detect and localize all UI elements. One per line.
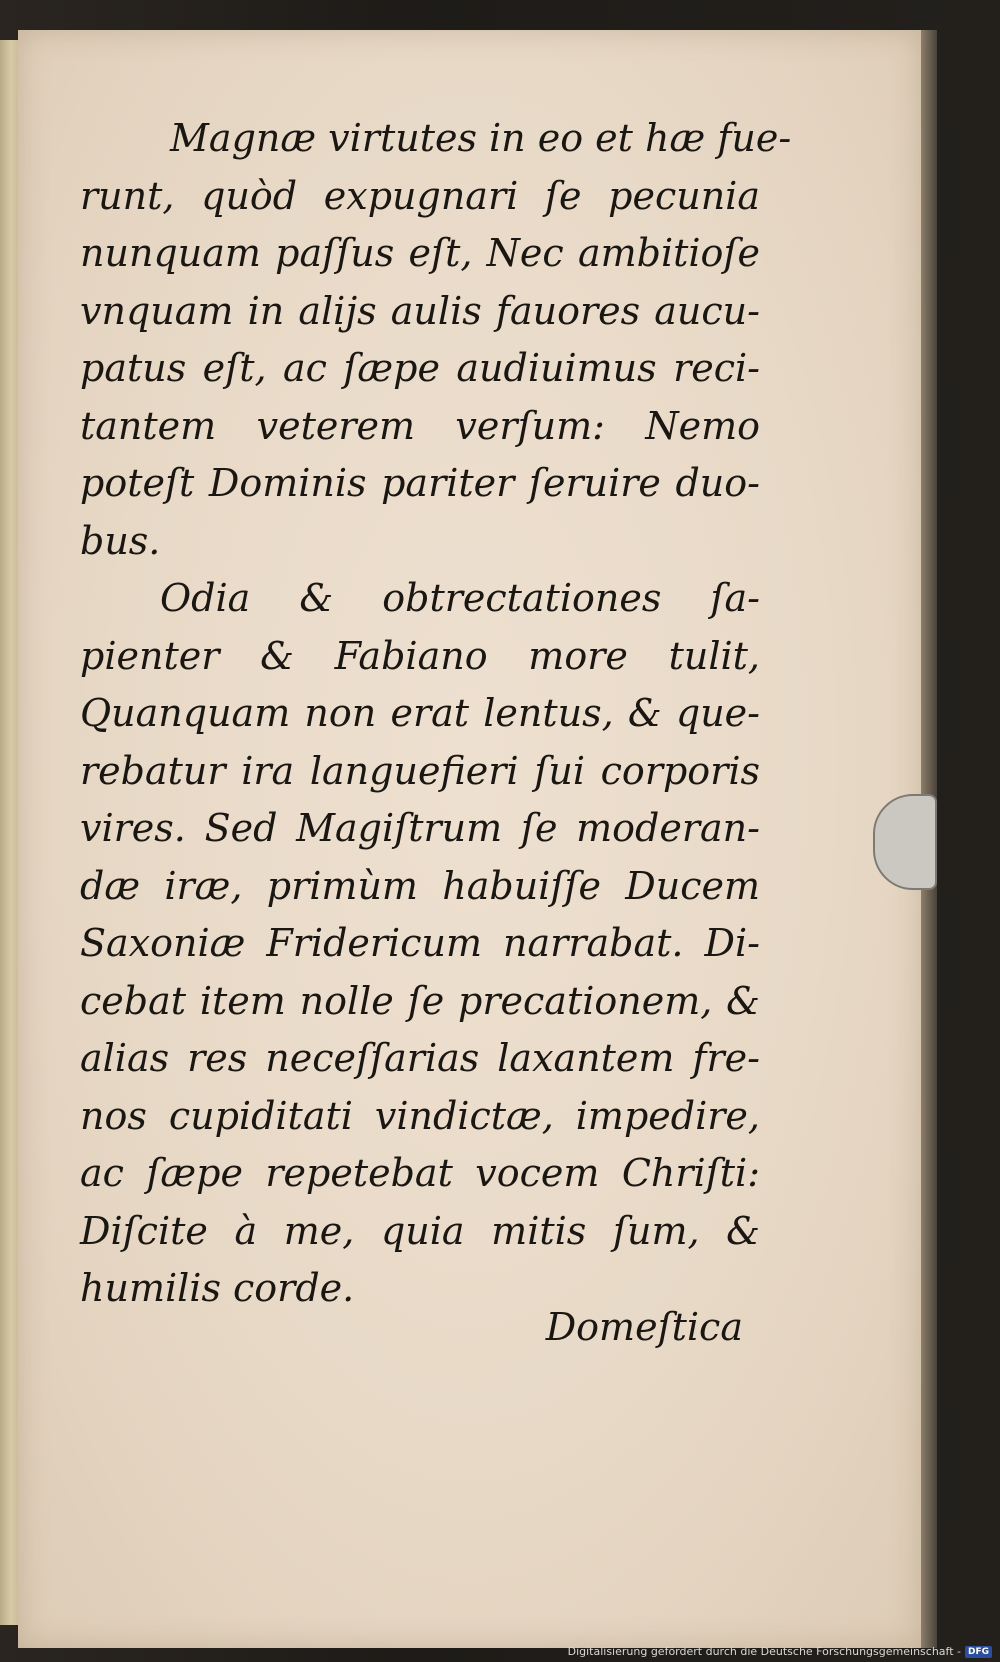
text-line: nunquam paſſus eſt, Nec ambitioſe: [80, 231, 760, 275]
text-line: Diſcite à me, quia mitis ſum, &: [80, 1208, 760, 1253]
text-line: vires. Sed Magiſtrum ſe moderan-: [80, 806, 760, 850]
text-line: bus.: [80, 518, 161, 563]
text-line: tantem veterem verſum: Nemo: [80, 403, 760, 448]
text-line: poteſt Dominis pariter ſeruire duo-: [80, 461, 760, 505]
text-line: Magnæ virtutes in eo et hæ fue-: [170, 116, 792, 160]
text-line: patus eſt, ac ſæpe audiuimus reci-: [80, 346, 760, 390]
text-line: dæ iræ, primùm habuiſſe Ducem: [80, 863, 760, 908]
previous-page-edge: [0, 40, 19, 1625]
text-line: pienter & Fabiano more tulit,: [80, 633, 760, 678]
text-line: nos cupiditati vindictæ, impedire,: [80, 1093, 760, 1138]
catchword: Domeſtica: [545, 1305, 743, 1349]
text-line: vnquam in alijs aulis fauores aucu-: [80, 288, 760, 333]
text-line: humilis corde.: [80, 1266, 355, 1310]
text-line: runt, quòd expugnari ſe pecunia: [80, 173, 760, 218]
credit-text: Digitalisierung gefördert durch die Deutsche Forschungsgemeinschaft -: [567, 1645, 961, 1658]
text-line: alias res neceſſarias laxantem fre-: [80, 1036, 760, 1080]
text-line: Quanquam non erat lentus, & que-: [80, 691, 760, 735]
book-page: [18, 30, 921, 1648]
page-tab-marker: [873, 794, 937, 890]
text-line: cebat item nolle ſe precationem, &: [80, 978, 760, 1023]
page-text: [80, 110, 792, 1318]
text-line: Saxoniæ Fridericum narrabat. Di-: [80, 921, 760, 965]
text-line: Odia & obtrectationes ſa-: [160, 576, 760, 620]
text-line: ac ſæpe repetebat vocem Chriſti:: [80, 1151, 760, 1195]
digitization-credit: [568, 1645, 992, 1658]
text-line: rebatur ira languefieri ſui corporis: [80, 748, 760, 793]
dfg-logo-icon: DFG: [965, 1646, 992, 1658]
